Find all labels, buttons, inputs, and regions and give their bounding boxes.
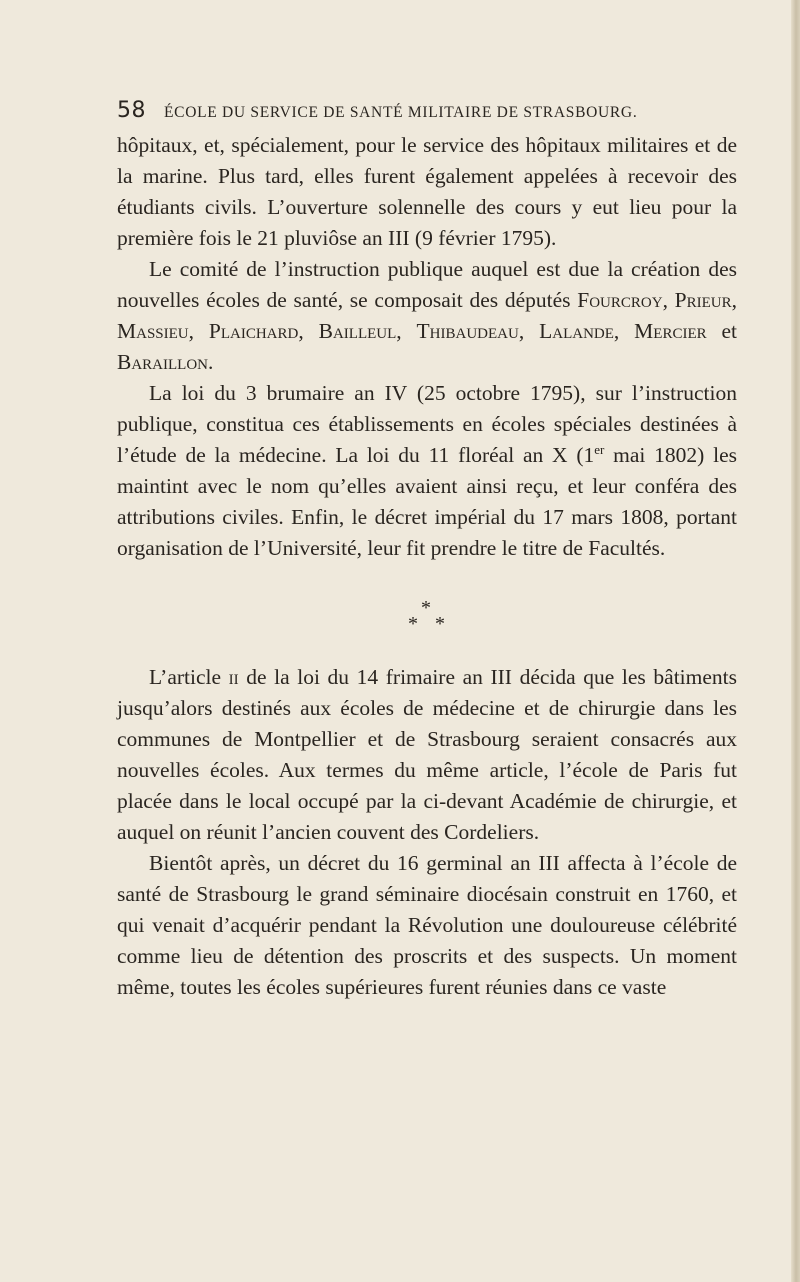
deputy-name: Lalande <box>539 319 614 343</box>
page-number: 58 <box>117 98 146 123</box>
separator: , <box>188 319 209 343</box>
deputy-name: Thibaudeau <box>416 319 519 343</box>
body-text <box>117 130 737 1003</box>
paragraph-3-rest: mai 1802) les maintint avec le nom qu’elles avaient ainsi reçu, et leur conféra des attributions civiles. Enfin, le décret impérial du 17 mars 1808, portant organisation de l’Université, leur fit prendre le titre de Facultés. <box>117 443 737 560</box>
book-page <box>117 98 737 1003</box>
paragraph-4 <box>117 662 737 848</box>
paragraph-4-rest: de la loi du 14 frimaire an III décida que les bâtiments jusqu’alors destinés aux écoles de médecine et de chirurgie dans les communes de Montpellier et de Strasbourg seraient consacrés aux nouvelles écoles. Aux termes du même article, l’école de Paris fut placée dans le local occupé par la ci-devant Académie de chirurgie, et auquel on réunit l’ancien couvent des Cordeliers. <box>117 665 738 844</box>
deputy-name: Mercier <box>634 319 707 343</box>
running-title: ÉCOLE DU SERVICE DE SANTÉ MILITAIRE DE STRASBOURG. <box>164 104 638 121</box>
ordinal-superscript: er <box>594 441 605 457</box>
separator: , <box>731 288 737 312</box>
period: . <box>208 350 214 374</box>
paragraph-1: hôpitaux, et, spécialement, pour le service des hôpitaux militaires et de la marine. Plus tard, elles furent également appelées à recevoir des étudiants civils. L’ouverture solennelle des cours y eut lieu pour la première fois le 21 pluviôse an III (9 février 1795). <box>117 133 737 250</box>
separator: , <box>613 319 635 343</box>
article-number: ii <box>228 665 239 689</box>
asterisk-icon: * <box>435 613 445 635</box>
paragraph-5: Bientôt après, un décret du 16 germinal an III affecta à l’école de santé de Strasbourg le grand séminaire diocésain construit en 1760, et qui venait d’acquérir pendant la Révolution une douloureuse célébrité comme lieu de détention des proscrits et des suspects. Un moment même, toutes les écoles supérieures furent réunies dans ce vaste <box>117 851 737 999</box>
paragraph-4-lead: L’article <box>149 665 229 689</box>
page-edge-shadow <box>791 0 800 1282</box>
running-head <box>117 98 737 130</box>
deputy-name: Fourcroy <box>577 288 663 312</box>
separator: , <box>518 319 540 343</box>
conjunction: et <box>706 319 738 343</box>
paragraph-2 <box>117 254 737 378</box>
deputy-name: Prieur <box>674 288 732 312</box>
paragraph-3 <box>117 378 737 564</box>
separator: , <box>662 288 675 312</box>
paragraph-3-lead: La loi du 3 brumaire an IV (25 octobre 1795), sur l’instruction publique, constitua ces établissements en écoles spéciales destinées à l’étude de la médecine. La loi du 11 floréal an X (1 <box>117 381 737 467</box>
deputy-name: Plaichard <box>208 319 299 343</box>
deputy-name: Bailleul <box>318 319 397 343</box>
separator: , <box>396 319 417 343</box>
asterisk-icon: * <box>421 597 431 619</box>
deputy-name: Baraillon <box>117 350 208 374</box>
deputy-name: Massieu <box>117 319 189 343</box>
section-break-asterism <box>117 564 737 662</box>
separator: , <box>298 319 319 343</box>
paragraph-2-lead: Le comité de l’instruction publique auquel est due la création des nouvelles écoles de santé, se composait des députés <box>117 257 737 312</box>
asterisk-icon: * <box>408 613 418 635</box>
